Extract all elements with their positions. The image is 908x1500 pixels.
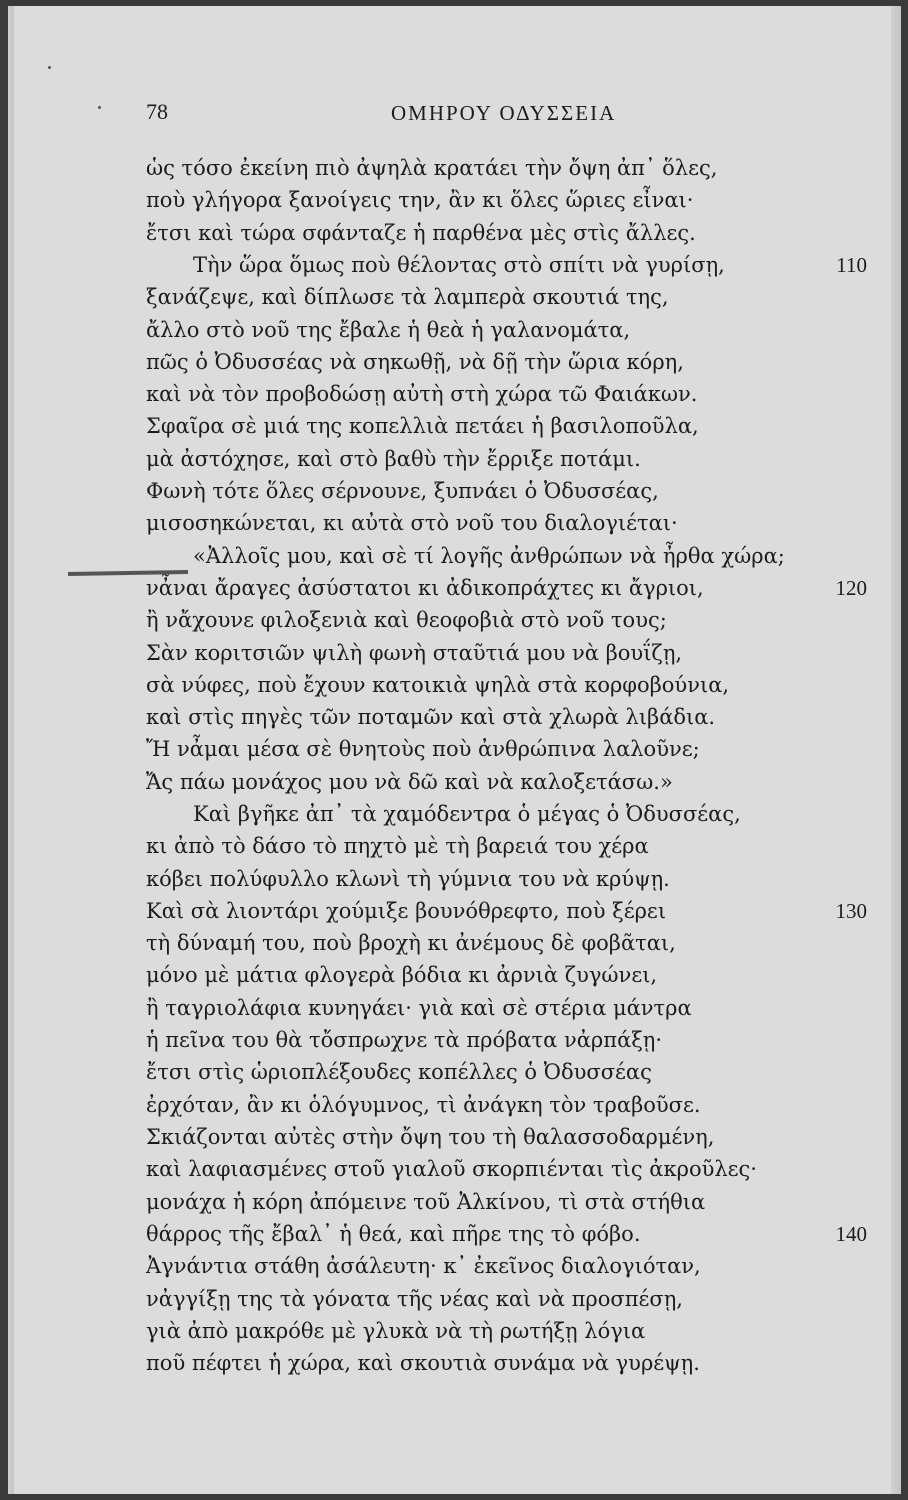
verse-line: ἢ νἄχουνε φιλοξενιὰ καὶ θεοφοβιὰ στὸ νοῦ τους; xyxy=(146,608,667,632)
verse-line: σὰ νύφες, ποὺ ἔχουν κατοικιὰ ψηλὰ στὰ κορφοβούνια, xyxy=(146,673,730,697)
verse-line: ἢ ταγριολάφια κυνηγάει· γιὰ καὶ σὲ στέρια μάντρα xyxy=(146,996,692,1020)
verse-line: Καὶ σὰ λιοντάρι χούμιξε βουνόθρεφτο, ποὺ ξέρει xyxy=(146,899,667,923)
verse-line: Ἤ νἆμαι μέσα σὲ θνητοὺς ποὺ ἀνθρώπινα λαλοῦνε; xyxy=(146,737,700,761)
verse-line: Φωνὴ τότε ὅλες σέρνουνε, ξυπνάει ὁ Ὀδυσσέας, xyxy=(146,479,659,503)
verse-line: μισοσηκώνεται, κι αὐτὰ στὸ νοῦ του διαλογιέται· xyxy=(146,511,678,535)
verse-line: νἀγγίξῃ της τὰ γόνατα τῆς νέας καὶ νὰ προσπέσῃ, xyxy=(146,1287,683,1311)
verse-line: μονάχα ἡ κόρη ἀπόμεινε τοῦ Ἀλκίνου, τὶ στὰ στήθια xyxy=(146,1190,706,1214)
verse-line: Ἄς πάω μονάχος μου νὰ δῶ καὶ νὰ καλοξετάσω.» xyxy=(146,770,673,794)
verse-line: καὶ νὰ τὸν προβοδώσῃ αὐτὴ στὴ χώρα τῶ Φαιάκων. xyxy=(146,382,698,406)
verse-line: γιὰ ἀπὸ μακρόθε μὲ γλυκὰ νὰ τὴ ρωτήξῃ λόγια xyxy=(146,1319,646,1343)
book-page xyxy=(8,6,901,1494)
verse-line: Σὰν κοριτσιῶν ψιλὴ φωνὴ σταῦτιά μου νὰ βουΐζῃ, xyxy=(146,641,683,665)
verse-line: ἡ πεῖνα του θὰ τὄσπρωχνε τὰ πρόβατα νἀρπάξῃ· xyxy=(146,1028,663,1052)
page-shadow-left xyxy=(8,6,14,1494)
speck xyxy=(98,106,101,109)
running-title: ΟΜΗΡΟΥ ΟΔΥΣΣΕΙΑ xyxy=(391,101,617,125)
verse-line: ἄλλο στὸ νοῦ της ἔβαλε ἡ θεὰ ἡ γαλανομάτα, xyxy=(146,318,631,342)
speck xyxy=(48,66,51,69)
verse-line: κι ἀπὸ τὸ δάσο τὸ πηχτὸ μὲ τὴ βαρειά του χέρα xyxy=(146,834,649,858)
verse-line: κόβει πολύφυλλο κλωνὶ τὴ γύμνια του νὰ κρύψῃ. xyxy=(146,867,670,891)
verse-line: Σφαῖρα σὲ μιά της κοπελλιὰ πετάει ἡ βασιλοποῦλα, xyxy=(146,414,699,438)
verse-line: Ἀγνάντια στάθη ἀσάλευτη· κ᾽ ἐκεῖνος διαλογιόταν, xyxy=(146,1254,701,1278)
line-number: 120 xyxy=(835,576,867,600)
verse-line: καὶ στὶς πηγὲς τῶν ποταμῶν καὶ στὰ χλωρὰ λιβάδια. xyxy=(146,705,716,729)
verse-line: μὰ ἀστόχησε, καὶ στὸ βαθὺ τὴν ἔρριξε ποτάμι. xyxy=(146,447,641,471)
verse-line: Τὴν ὥρα ὅμως ποὺ θέλοντας στὸ σπίτι νὰ γυρίσῃ, xyxy=(193,253,725,277)
verse-line: ἔτσι στὶς ὡριοπλέξουδες κοπέλλες ὁ Ὀδυσσέας xyxy=(146,1060,652,1084)
verse-line: ἔτσι καὶ τώρα σφάνταζε ἡ παρθένα μὲς στὶς ἄλλες. xyxy=(146,221,696,245)
verse-line: ὡς τόσο ἐκείνη πιὸ ἀψηλὰ κρατάει τὴν ὄψη ἀπ᾽ ὅλες, xyxy=(146,156,718,180)
verse-line: πῶς ὁ Ὀδυσσέας νὰ σηκωθῇ, νὰ δῇ τὴν ὥρια κόρη, xyxy=(146,350,684,374)
verse-line: θάρρος τῆς ἔβαλ᾽ ἡ θεά, καὶ πῆρε της τὸ φόβο. xyxy=(146,1222,641,1246)
line-number: 110 xyxy=(836,253,867,277)
line-number: 130 xyxy=(835,899,867,923)
verse-line: Σκιάζονται αὐτὲς στὴν ὄψη του τὴ θαλασσοδαρμένη, xyxy=(146,1125,715,1149)
verse-line: τὴ δύναμή του, ποὺ βροχὴ κι ἀνέμους δὲ φοβᾶται, xyxy=(146,931,676,955)
verse-line: καὶ λαφιασμένες στοῦ γιαλοῦ σκορπιένται τὶς ἀκροῦλες· xyxy=(146,1157,757,1181)
verse-line: ποὺ γλήγορα ξανοίγεις την, ἂν κι ὅλες ὥριες εἶναι· xyxy=(146,188,694,212)
line-number: 140 xyxy=(835,1222,867,1246)
verse-line: ἐρχόταν, ἂν κι ὁλόγυμνος, τὶ ἀνάγκη τὸν τραβοῦσε. xyxy=(146,1093,701,1117)
verse-line: ξανάζεψε, καὶ δίπλωσε τὰ λαμπερὰ σκουτιά της, xyxy=(146,285,669,309)
verse-line: Καὶ βγῆκε ἀπ᾽ τὰ χαμόδεντρα ὁ μέγας ὁ Ὀδυσσέας, xyxy=(193,802,741,826)
page-number: 78 xyxy=(146,99,168,124)
verse-line: μόνο μὲ μάτια φλογερὰ βόδια κι ἀρνιὰ ζυγώνει, xyxy=(146,963,658,987)
verse-line: ποῦ πέφτει ἡ χώρα, καὶ σκουτιὰ συνάμα νὰ γυρέψῃ. xyxy=(146,1351,700,1375)
verse-line: νἆναι ἄραγες ἀσύστατοι κι ἀδικοπράχτες κι ἄγριοι, xyxy=(146,576,704,600)
verse-line: «Ἀλλοῖς μου, καὶ σὲ τί λογῆς ἀνθρώπων νὰ ἦρθα χώρα; xyxy=(193,544,785,568)
page-shadow-right xyxy=(891,6,901,1494)
